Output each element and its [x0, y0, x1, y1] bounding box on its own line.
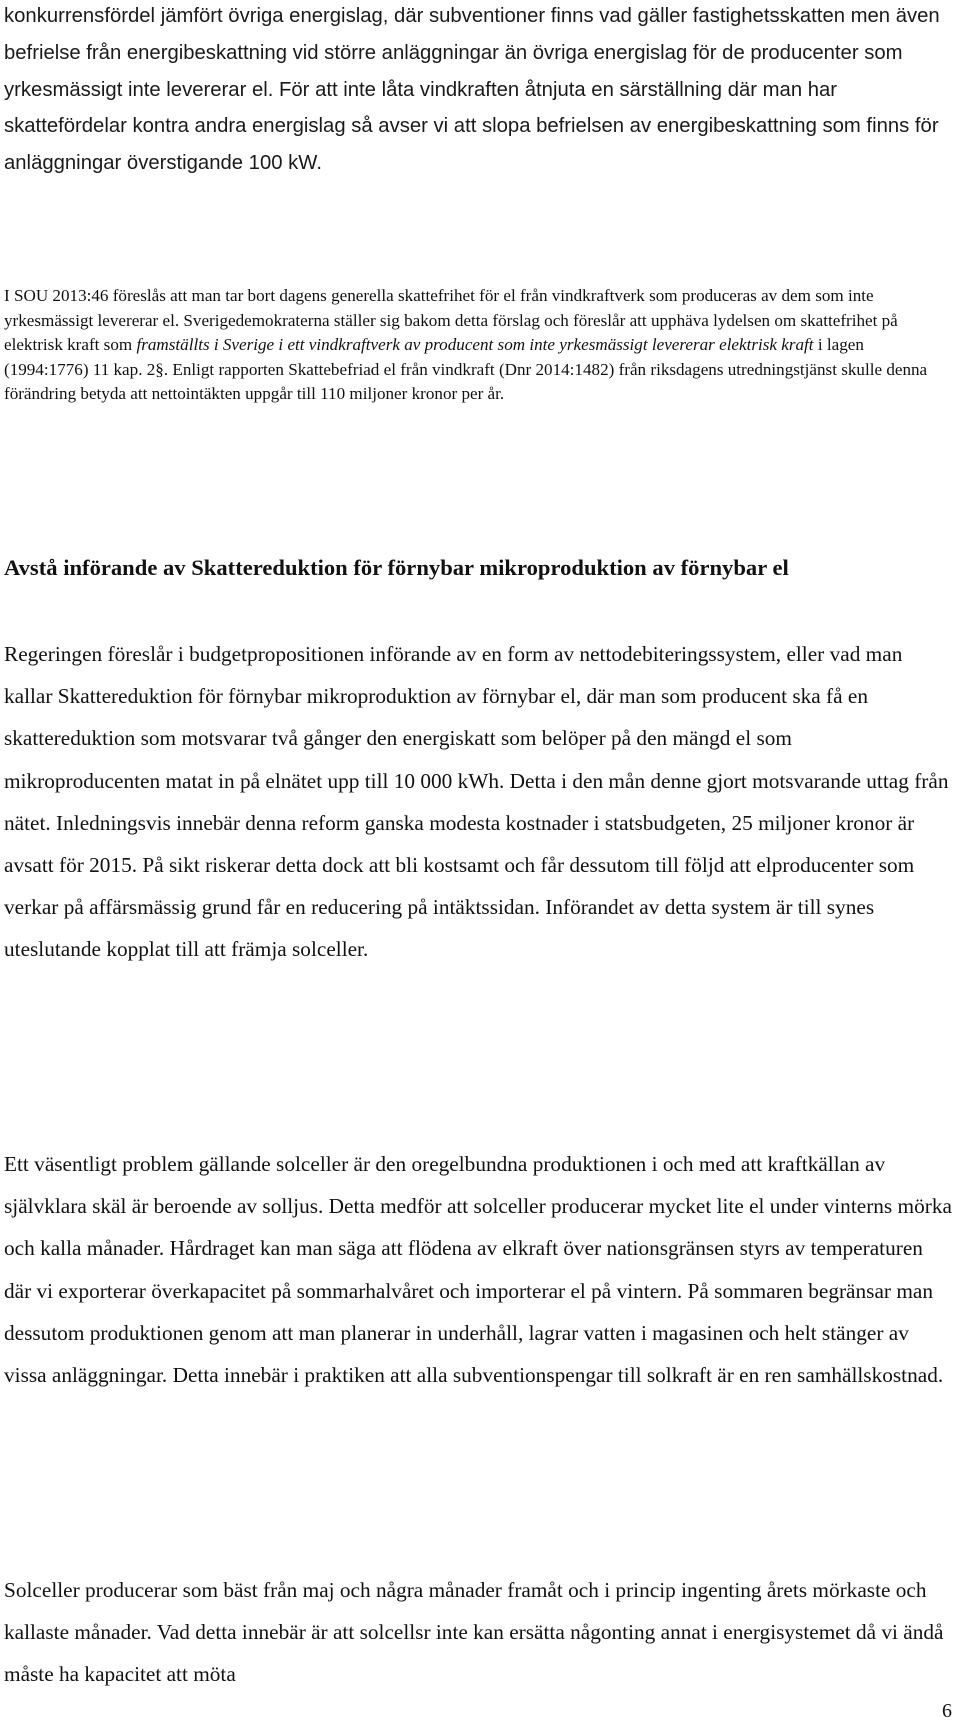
paragraph-solceller-problem: Ett väsentligt problem gällande solceller är den oregelbundna produktionen i och med att kraftkällan av självklara skäl är beroende av solljus. Detta medför att solceller producerar mycket lite el under vinterns mörka och kalla månader. Hårdraget kan man säga att flödena av elkraft över nationsgränsen styrs av temperaturen där vi exporterar överkapacitet på sommarhalvåret och importerar el på vintern. På sommaren begränsar man dessutom produktionen genom att man planerar in underhåll, lagrar vatten i magasinen och helt stänger av vissa anläggningar. Detta innebär i praktiken att alla subventionspengar till solkraft är en ren samhällskostnad.	[4, 1152, 952, 1388]
italic-law-quote: framställts i Sverige i ett vindkraftverk av producent som inte yrkesmässigt levererar elektrisk kraft	[136, 335, 814, 355]
paragraph-text: I SOU 2013:46 föreslås att man tar bort dagens generella skattefrihet för el från vindkraftverk som produceras av dem som inte yrkesmässigt levererar el. Sverigedemokraterna ställer sig bakom detta förslag och föreslår att upphäva lydelsen om skattefrihet på elektrisk kraft som	[4, 286, 898, 355]
paragraph-solceller-produktion: Solceller producerar som bäst från maj och några månader framåt och i princip ingenting årets mörkaste och kallaste månader. Vad detta innebär är att solcellsr inte kan ersätta någonting annat i energisystemet då vi ändå måste ha kapacitet att möta	[4, 1578, 944, 1687]
paragraph-skattereduktion: Regeringen föreslår i budgetpropositionen införande av en form av nettodebiteringssystem, eller vad man kallar Skattereduktion för förnybar mikroproduktion av förnybar el, där man som producent ska få en skattereduktion som motsvarar två gånger den energiskatt som belöper på den mängd el som mikroproducenten matat in på elnätet upp till 10 000 kWh. Detta i den mån denne gjort motsvarande uttag från nätet. Inledningsvis innebär denna reform ganska modesta kostnader i statsbudgeten, 25 miljoner kronor är avsatt för 2015. På sikt riskerar detta dock att bli kostsamt och får dessutom till följd att elproducenter som verkar på affärsmässig grund får en reducering på intäktssidan. Införandet av detta system är till synes uteslutande kopplat till att främja solceller.	[4, 642, 949, 962]
paragraph-text: i lagen (1994:1776) 11 kap. 2§. Enligt rapporten Skattebefriad el från vindkraft (Dnr 2014:1482) från riksdagens utredningstjänst skulle denna förändring betyda att nettointäkten uppgår till 110 miljoner kronor per år.	[4, 335, 928, 404]
paragraph-sou-2013-46	[4, 284, 952, 407]
section-heading: Avstå införande av Skattereduktion för förnybar mikroproduktion av förnybar el	[4, 555, 789, 580]
page-number: 6	[942, 1700, 952, 1722]
paragraph-vindkraft-energiskatt: konkurrensfördel jämfört övriga energislag, där subventioner finns vad gäller fastighetsskatten men även befrielse från energibeskattning vid större anläggningar än övriga energislag för de producenter som yrkesmässigt inte levererar el. För att inte låta vindkraften åtnjuta en särställning där man har skattefördelar kontra andra energislag så avser vi att slopa befrielsen av energibeskattning som finns för anläggningar överstigande 100 kW.	[4, 5, 940, 175]
